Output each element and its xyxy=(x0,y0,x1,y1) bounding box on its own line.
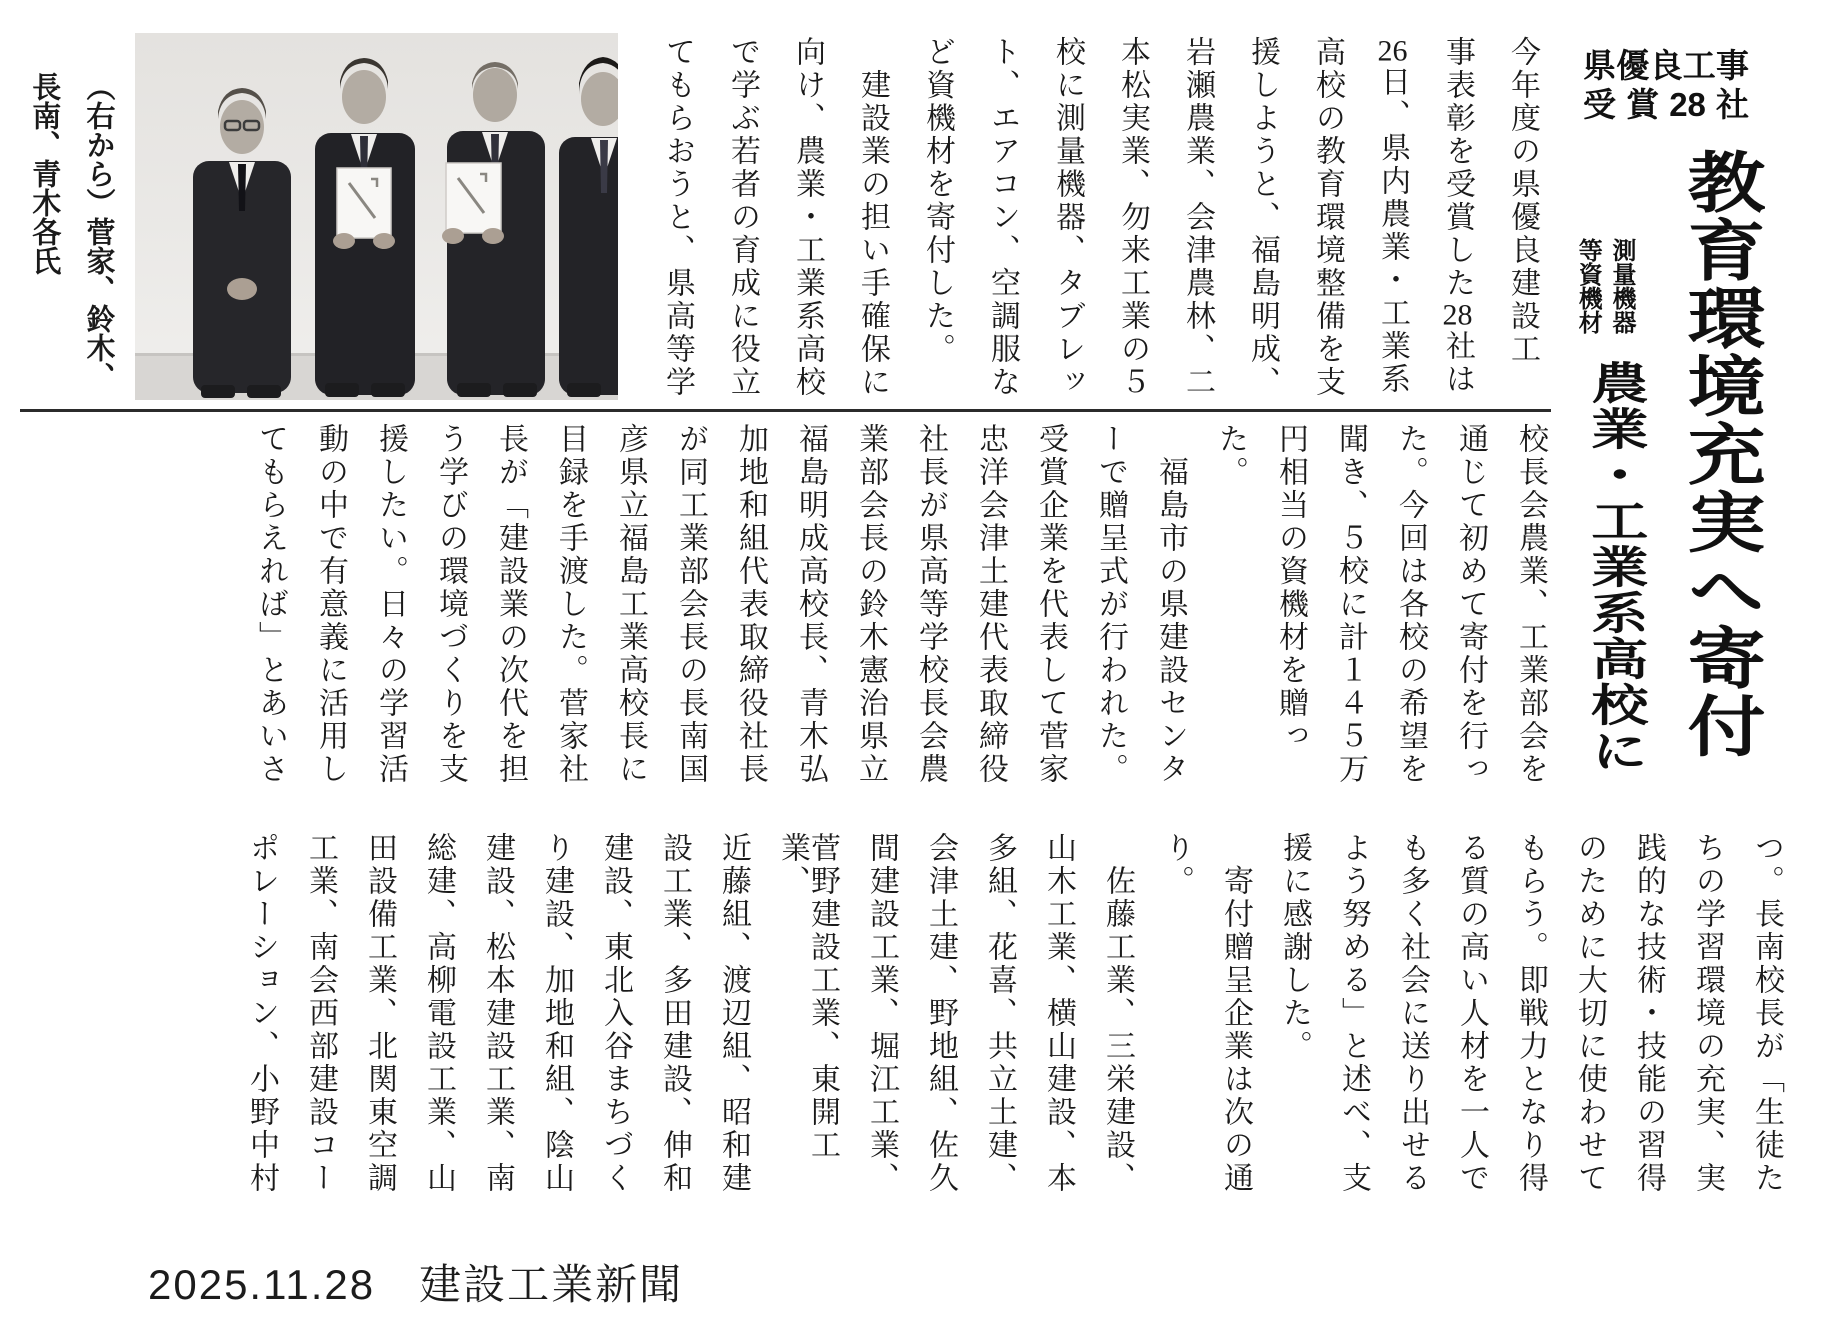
article-text-column: た。 xyxy=(1214,423,1247,489)
article-text-column: 福島明成高校長、青木弘 xyxy=(794,423,827,786)
article-text-column: 援しようと、福島明成、 xyxy=(1246,36,1279,399)
article-text-column: ーで贈呈式が行われた。 xyxy=(1094,423,1127,786)
article-text-column: 建設、東北入谷まちづく xyxy=(599,832,632,1195)
article-text-column: ど資機材を寄付した。 xyxy=(921,36,954,366)
article-text-column: 近藤組、渡辺組、昭和建 xyxy=(717,832,750,1195)
article-text-column: 忠洋会津土建代表取締役 xyxy=(974,423,1007,786)
article-text-column: り。 xyxy=(1160,832,1193,898)
article-text-column: 動の中で有意義に活用し xyxy=(314,423,347,786)
kicker-line-2: 受賞28社 xyxy=(1583,86,1749,123)
date-line: 2025.11.28 建設工業新聞 xyxy=(148,1261,684,1308)
article-text-column: 向け、農業・工業系高校 xyxy=(791,36,824,399)
article-text-column: 菅野建設工業、東開工業、 xyxy=(776,832,839,1162)
article-text-column: で学ぶ若者の育成に役立 xyxy=(726,36,759,399)
article-text-column: のために大切に使わせて xyxy=(1573,832,1606,1195)
article-band-1 xyxy=(627,36,1537,402)
article-text-column: 長が「建設業の次代を担 xyxy=(494,423,527,786)
photo-caption-column: （右から）菅家、鈴木、 xyxy=(82,72,115,391)
article-text-column: 通じて初めて寄付を行っ xyxy=(1454,423,1487,786)
article-text-column: る質の高い人材を一人で xyxy=(1455,832,1488,1195)
article-text-column: 寄付贈呈企業は次の通 xyxy=(1219,832,1252,1195)
article-text-column: う学びの環境づくりを支 xyxy=(434,423,467,786)
article-text-column: 校長会農業、工業部会を xyxy=(1514,423,1547,786)
article-text-column: てもらえれば」とあいさ xyxy=(254,423,287,786)
article-text-column: り建設、加地和組、陰山 xyxy=(540,832,573,1195)
article-text-column: 建設業の担い手確保に xyxy=(856,36,889,399)
article-text-column: 工業、南会西部建設コー xyxy=(304,832,337,1195)
article-band-3 xyxy=(217,832,1781,1200)
article-text-column: 田設備工業、北関東空調 xyxy=(363,832,396,1195)
article-text-column: よう努める」と述べ、支 xyxy=(1337,832,1370,1195)
article-text-column: 間建設工業、堀江工業、 xyxy=(865,832,898,1195)
article-text-column: 援に感謝した。 xyxy=(1278,832,1311,1063)
article-text-column: も多く社会に送り出せる xyxy=(1396,832,1429,1195)
article-text-column: 校に測量機器、タブレッ xyxy=(1051,36,1084,399)
article-text-column: 高校の教育環境整備を支 xyxy=(1311,36,1344,399)
article-text-column: 建設、松本建設工業、南 xyxy=(481,832,514,1195)
main-headline: 教育環境充実へ寄付 xyxy=(1676,148,1764,760)
article-text-column: 設工業、多田建設、伸和 xyxy=(658,832,691,1195)
sub-kicker-column: 測量機器 xyxy=(1608,238,1635,334)
article-text-column: 彦県立福島工業高校長に xyxy=(614,423,647,786)
article-text-column: ポレーション、小野中村 xyxy=(245,832,278,1195)
article-text-column: 山木工業、横山建設、本 xyxy=(1042,832,1075,1195)
sub-headline: 農業・工業系高校に xyxy=(1582,360,1646,774)
article-text-column: 本松実業、勿来工業の５ xyxy=(1116,36,1149,399)
article-text-column: 岩瀬農業、会津農林、二 xyxy=(1181,36,1214,399)
article-text-column: 社長が県高等学校長会農 xyxy=(914,423,947,786)
article-text-column: 受賞企業を代表して菅家 xyxy=(1034,423,1067,786)
article-text-column: た。今回は各校の希望を xyxy=(1394,423,1427,786)
article-text-column: 援したい。日々の学習活 xyxy=(374,423,407,786)
article-text-column: もらう。即戦力となり得 xyxy=(1514,832,1547,1195)
photo-caption xyxy=(8,72,117,394)
article-text-column: 会津土建、野地組、佐久 xyxy=(924,832,957,1195)
article-text-column: 目録を手渡した。菅家社 xyxy=(554,423,587,786)
article-text-column: が同工業部会長の長南国 xyxy=(674,423,707,786)
article-text-column: てもらおうと、県高等学 xyxy=(661,36,694,399)
article-band-2 xyxy=(225,423,1545,791)
article-text-column: 多組、花喜、共立土建、 xyxy=(983,832,1016,1195)
article-text-column: 円相当の資機材を贈っ xyxy=(1274,423,1307,753)
article-text-column: ト、エアコン、空調服な xyxy=(986,36,1019,399)
photo xyxy=(135,33,618,400)
article-text-column: 今年度の県優良建設工 xyxy=(1506,36,1539,366)
article-text-column: 聞き、５校に計１４５万 xyxy=(1334,423,1367,786)
article-text-column: 事表彰を受賞した28社は xyxy=(1441,36,1474,396)
article-text-column: 福島市の県建設センタ xyxy=(1154,423,1187,786)
article-text-column: 26日、県内農業・工業系 xyxy=(1376,36,1409,396)
photo-caption-column: 長南、青木各氏 xyxy=(28,72,61,275)
article-text-column: つ。長南校長が「生徒た xyxy=(1750,832,1783,1195)
photo-illustration xyxy=(135,33,618,400)
sub-kicker xyxy=(1567,238,1635,348)
article-text-column: ちの学習環境の充実、実 xyxy=(1691,832,1724,1195)
kicker-line-1: 県優良工事 xyxy=(1583,47,1749,84)
article-text-column: 業部会長の鈴木憲治県立 xyxy=(854,423,887,786)
article-text-column: 佐藤工業、三栄建設、 xyxy=(1101,832,1134,1195)
section-divider-rule xyxy=(20,409,1551,412)
article-text-column: 践的な技術・技能の習得 xyxy=(1632,832,1665,1195)
kicker xyxy=(1583,46,1749,124)
article-text-column: 加地和組代表取締役社長 xyxy=(734,423,767,786)
sub-kicker-column: 等資機材 xyxy=(1574,238,1602,334)
article-text-column: 総建、高柳電設工業、山 xyxy=(422,832,455,1195)
